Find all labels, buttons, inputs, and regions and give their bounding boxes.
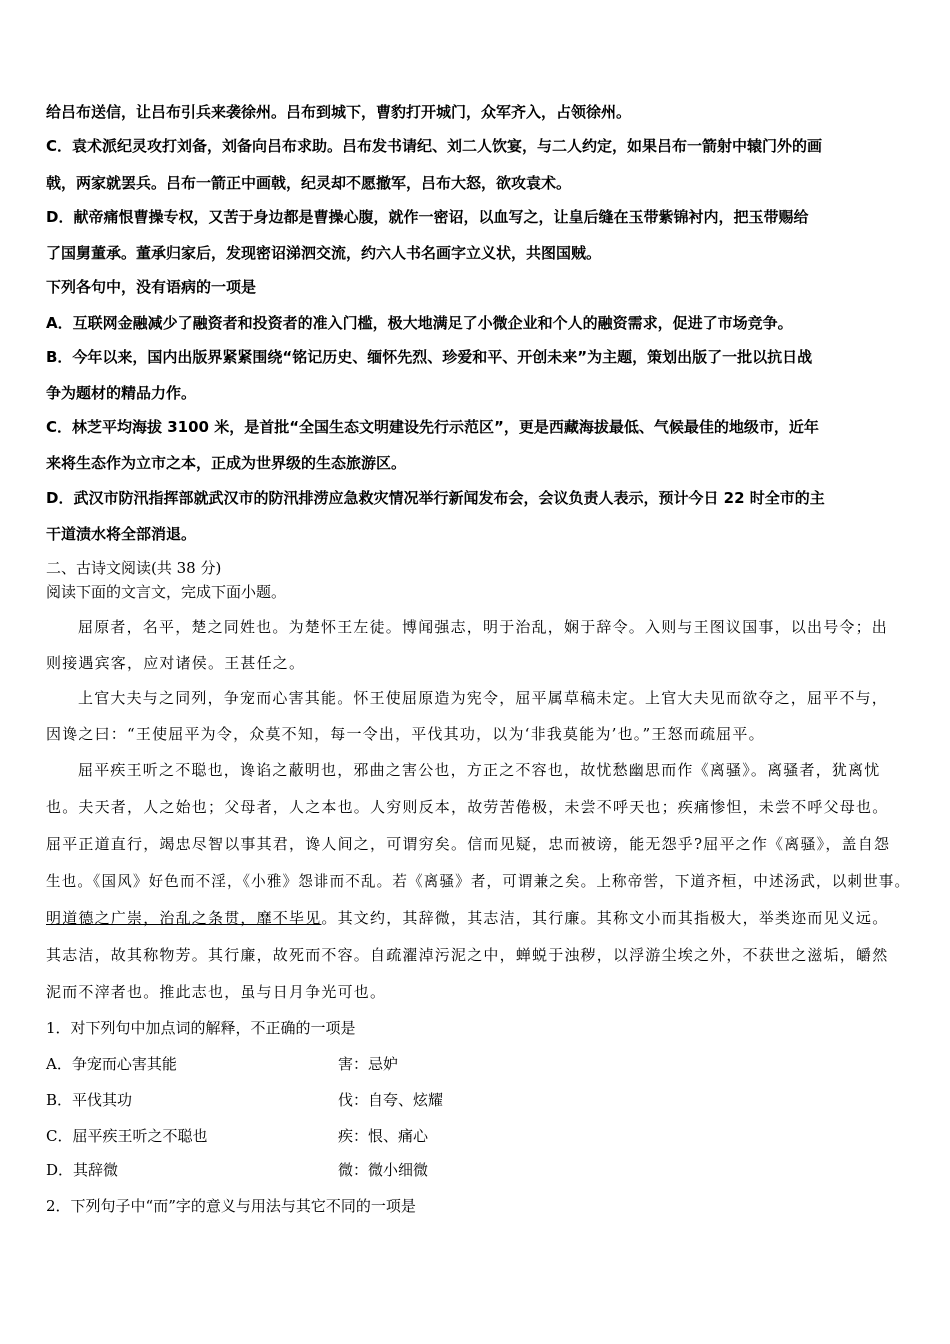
passage-p3-line2: 也。夫天者，人之始也；父母者，人之本也。人穷则反本，故劳苦倦极，未尝不呼天也；疾痛惨怛，未尝不呼父母也。 [46,798,889,816]
q1-option-d-sentence: D．其辞微 [46,1161,119,1179]
novel-option-d-line1: D．献帝痛恨曹操专权，又苦于身边都是曹操心腹，就作一密诏，以血写之，让皇后缝在玉带紫锦衬内，把玉带赐给 [46,208,809,226]
passage-p3-line6: 其志洁，故其称物芳。其行廉，故死而不容。自疏濯淖污泥之中，蝉蜕于浊秽，以浮游尘埃之外，不获世之滋垢，皭然 [46,946,889,964]
passage-p1-line1: 屈原者，名平，楚之同姓也。为楚怀王左徒。博闻强志，明于治乱，娴于辞令。入则与王图议国事，以出号令；出 [78,618,889,636]
grammar-question-stem: 下列各句中，没有语病的一项是 [46,278,257,296]
grammar-option-a: A．互联网金融减少了融资者和投资者的准入门槛，极大地满足了小微企业和个人的融资需求，促进了市场竞争。 [46,314,793,332]
q1-option-a [46,1054,646,1074]
passage-p2-line2: 因谗之曰：“王使屈平为令，众莫不知，每一令出，平伐其功，以为‘非我莫能为’也。”王怒而疏屈平。 [46,725,765,743]
passage-p2-line1: 上官大夫与之同列，争宠而心害其能。怀王使屈原造为宪令，屈平属草稿未定。上官大夫见而欲夺之，屈平不与， [78,689,889,707]
passage-p3-line5 [46,908,888,928]
grammar-option-b-line2: 争为题材的精品力作。 [46,384,197,402]
novel-option-c-line1: C．袁术派纪灵攻打刘备，刘备向吕布求助。吕布发书请纪、刘二人饮宴，与二人约定，如果吕布一箭射中辕门外的画 [46,137,823,155]
q1-option-b [46,1090,646,1110]
q1-option-d [46,1160,646,1180]
q1-option-b-meaning: 伐：自夸、炫耀 [338,1091,444,1109]
novel-option-d-line2: 了国舅董承。董承归家后，发现密诏涕泗交流，约六人书名画字立义状，共图国贼。 [46,244,602,262]
underlined-sentence: 明道德之广崇，治乱之条贯，靡不毕见 [46,909,322,927]
passage-p3-line4: 生也。《国风》好色而不淫，《小雅》怨诽而不乱。若《离骚》者，可谓兼之矣。上称帝喾，下道齐桓，中述汤武，以刺世事。 [46,872,911,890]
q1-option-c-sentence: C．屈平疾王听之不聪也 [46,1127,208,1145]
q2-stem: 2．下列句子中“而”字的意义与用法与其它不同的一项是 [46,1197,416,1215]
grammar-option-b-line1: B．今年以来，国内出版界紧紧围绕“铭记历史、缅怀先烈、珍爱和平、开创未来”为主题，策划出版了一批以抗日战 [46,348,813,366]
section-heading: 二、古诗文阅读(共 38 分) [46,559,222,577]
passage-p1-line2: 则接遇宾客，应对诸侯。王甚任之。 [46,654,306,672]
grammar-option-c-line1: C．林芝平均海拔 3100 米，是首批“全国生态文明建设先行示范区”，更是西藏海拔最低、气候最佳的地级市，近年 [46,418,819,436]
grammar-option-d-line2: 干道渍水将全部消退。 [46,525,197,543]
passage-p3-line5-rest: 。其文约，其辞微，其志洁，其行廉。其称文小而其指极大，举类迩而见义远。 [321,909,889,927]
q1-option-a-meaning: 害：忌妒 [338,1055,399,1073]
novel-option-c-line2: 戟，两家就罢兵。吕布一箭正中画戟，纪灵却不愿撤军，吕布大怒，欲攻袁术。 [46,174,572,192]
passage-p3-line3: 屈平正道直行，竭忠尽智以事其君，谗人间之，可谓穷矣。信而见疑，忠而被谤，能无怨乎?屈平之作《离骚》，盖自怨 [46,835,891,853]
q1-option-b-sentence: B．平伐其功 [46,1091,133,1109]
novel-option-b-continuation: 给吕布送信，让吕布引兵来袭徐州。吕布到城下，曹豹打开城门，众军齐入，占领徐州。 [46,103,632,121]
q1-option-c-meaning: 疾：恨、痛心 [338,1127,429,1145]
passage-p3-line7: 泥而不滓者也。推此志也，虽与日月争光可也。 [46,983,387,1001]
q1-stem: 1．对下列句中加点词的解释，不正确的一项是 [46,1019,356,1037]
q1-option-d-meaning: 微：微小细微 [338,1161,429,1179]
q1-option-a-sentence: A．争宠而心害其能 [46,1055,177,1073]
grammar-option-d-line1: D．武汉市防汛指挥部就武汉市的防汛排涝应急救灾情况举行新闻发布会，会议负责人表示，预计今日 22 时全市的主 [46,489,825,507]
q1-option-c [46,1126,646,1146]
passage-p3-line1: 屈平疾王听之不聪也，谗谄之蔽明也，邪曲之害公也，方正之不容也，故忧愁幽思而作《离骚》。离骚者，犹离忧 [78,761,881,779]
grammar-option-c-line2: 来将生态作为立市之本，正成为世界级的生态旅游区。 [46,454,407,472]
section-instruction: 阅读下面的文言文，完成下面小题。 [46,583,287,601]
